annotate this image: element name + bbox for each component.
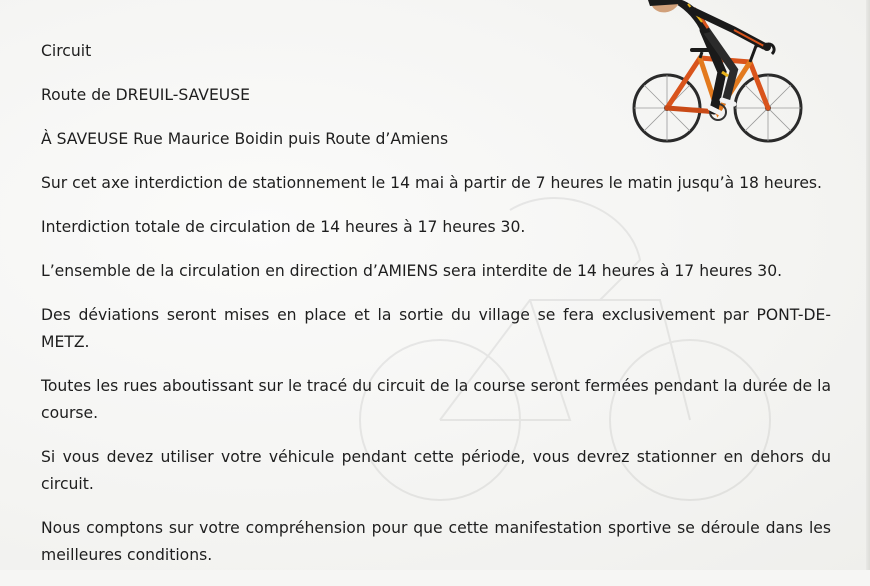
paragraph-10: Nous comptons sur votre compréhension pour que cette manifestation sportive se déroule dans les meilleures conditions. — [41, 519, 831, 564]
paragraph-5: Interdiction totale de circulation de 14 heures à 17 heures 30. — [41, 218, 526, 236]
scan-edge — [866, 0, 870, 570]
cyclist-icon — [622, 0, 812, 152]
paragraph-4: Sur cet axe interdiction de stationnement le 14 mai à partir de 7 heures le matin jusqu’à 18 heures. — [41, 174, 823, 192]
paragraph-9: Si vous devez utiliser votre véhicule pendant cette période, vous devrez stationner en dehors du circuit. — [41, 448, 831, 493]
paragraph-6: L’ensemble de la circulation en direction d’AMIENS sera interdite de 14 heures à 17 heures 30. — [41, 262, 783, 280]
paragraph-7: Des déviations seront mises en place et la sortie du village se fera exclusivement par PONT-DE-METZ. — [41, 306, 831, 351]
paragraph-3: À SAVEUSE Rue Maurice Boidin puis Route d’Amiens — [41, 130, 449, 148]
paragraph-1: Circuit — [41, 42, 92, 60]
paragraph-2: Route de DREUIL-SAVEUSE — [41, 86, 250, 104]
paragraph-8: Toutes les rues aboutissant sur le tracé du circuit de la course seront fermées pendant la durée de la course. — [41, 377, 831, 422]
